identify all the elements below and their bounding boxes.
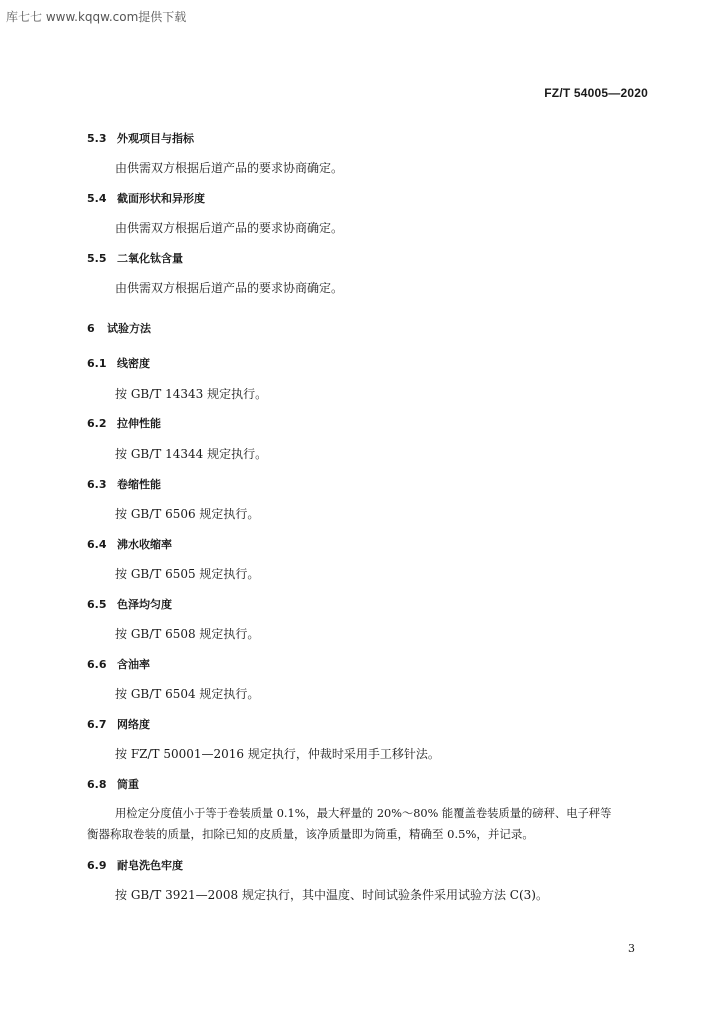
section-title: 沸水收缩率	[117, 538, 172, 551]
section-title: 含油率	[117, 658, 150, 671]
section-heading-6-8	[87, 776, 139, 792]
section-number: 6.1	[87, 357, 107, 370]
section-number: 6.2	[87, 417, 107, 430]
standard-code: FZ/T 54005—2020	[544, 86, 648, 100]
section-title: 筒重	[117, 778, 139, 791]
paragraph: 按 GB/T 6506 规定执行。	[115, 507, 260, 521]
section-heading-6-7	[87, 716, 150, 732]
section-number: 6	[87, 322, 95, 335]
paragraph: 用检定分度值小于等于卷装质量 0.1%，最大秤量的 20%～80% 能覆盖卷装质量的磅秤、电子秤等	[115, 807, 612, 820]
section-title: 截面形状和异形度	[117, 192, 205, 205]
section-title: 拉伸性能	[117, 417, 161, 430]
section-heading-5-4	[87, 190, 205, 206]
section-number: 6.8	[87, 778, 107, 791]
section-number: 6.4	[87, 538, 107, 551]
paragraph: 按 GB/T 14343 规定执行。	[115, 387, 268, 401]
section-heading-6-1	[87, 355, 150, 371]
section-heading-6-4	[87, 536, 172, 552]
paragraph: 按 GB/T 6508 规定执行。	[115, 627, 260, 641]
section-heading-6-6	[87, 656, 150, 672]
section-heading-5-3	[87, 130, 194, 146]
section-number: 6.5	[87, 598, 107, 611]
section-title: 卷缩性能	[117, 478, 161, 491]
section-number: 5.3	[87, 132, 107, 145]
section-title: 二氧化钛含量	[117, 252, 183, 265]
section-heading-6-9	[87, 857, 183, 873]
paragraph: 按 GB/T 3921—2008 规定执行，其中温度、时间试验条件采用试验方法 C(3)。	[115, 888, 548, 902]
section-number: 6.9	[87, 859, 107, 872]
section-title: 网络度	[117, 718, 150, 731]
section-title: 线密度	[117, 357, 150, 370]
section-heading-6-3	[87, 476, 161, 492]
paragraph: 按 FZ/T 50001—2016 规定执行，仲裁时采用手工移针法。	[115, 747, 440, 761]
page-number: 3	[628, 942, 635, 955]
section-title: 色泽均匀度	[117, 598, 172, 611]
section-heading-5-5	[87, 250, 183, 266]
paragraph: 按 GB/T 6504 规定执行。	[115, 687, 260, 701]
section-heading-6	[87, 320, 151, 336]
section-number: 6.3	[87, 478, 107, 491]
paragraph: 按 GB/T 14344 规定执行。	[115, 447, 268, 461]
paragraph: 由供需双方根据后道产品的要求协商确定。	[115, 281, 344, 295]
watermark-text: 库七七 www.kqqw.com提供下载	[6, 10, 187, 24]
section-title: 试验方法	[107, 322, 151, 335]
section-heading-6-2	[87, 415, 161, 431]
section-number: 6.6	[87, 658, 107, 671]
paragraph-continuation: 衡器称取卷装的质量，扣除已知的皮质量，该净质量即为筒重，精确至 0.5%，并记录。	[87, 827, 534, 841]
paragraph: 由供需双方根据后道产品的要求协商确定。	[115, 221, 344, 235]
section-title: 外观项目与指标	[117, 132, 194, 145]
section-number: 5.4	[87, 192, 107, 205]
section-number: 5.5	[87, 252, 107, 265]
paragraph: 由供需双方根据后道产品的要求协商确定。	[115, 161, 344, 175]
section-title: 耐皂洗色牢度	[117, 859, 183, 872]
section-number: 6.7	[87, 718, 107, 731]
section-heading-6-5	[87, 596, 172, 612]
paragraph: 按 GB/T 6505 规定执行。	[115, 567, 260, 581]
